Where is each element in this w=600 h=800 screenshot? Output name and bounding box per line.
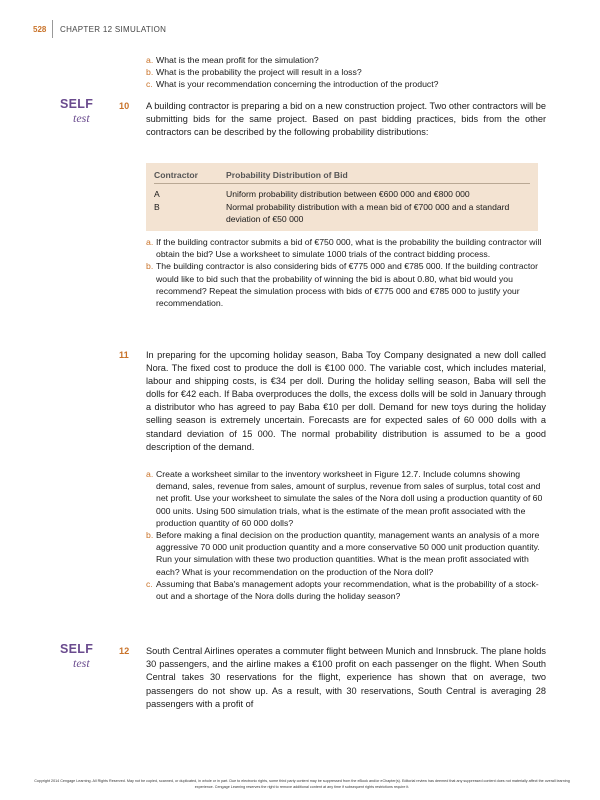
table-header-rule <box>154 183 530 184</box>
self-test-label-10 <box>60 98 120 125</box>
sub-letter: a. <box>146 469 154 479</box>
table-cell-contractor: A <box>154 189 160 199</box>
question-11-subquestions <box>146 468 546 602</box>
test-label: test <box>73 656 90 670</box>
self-label: SELF <box>60 642 94 656</box>
sub-text: Assuming that Baba's management adopts your recommendation, what is the probability of a stock-out and a shortage of the Nora dolls during the holiday season? <box>156 578 539 602</box>
table-cell-contractor: B <box>154 202 160 212</box>
sub-letter: b. <box>146 530 154 541</box>
question-number-11: 11 <box>119 350 129 360</box>
question-11-text: In preparing for the upcoming holiday season, Baba Toy Company designated a new doll called Nora. The fixed cost to produce the doll is €100 000. The variable cost, which includes material, labour and shipping costs, is €34 per doll. During the holiday selling season, Baba will sell the dolls for €42 each. If Baba overproduces the dolls, the excess dolls will be sold in January through a distributor who has agreed to pay Baba €10 per doll. Demand for new toys during the holiday selling season is extremely uncertain. Forecasts are for expected sales of 60 000 dolls with a standard deviation of 15 000. The normal probability distribution is assumed to be a good description of the demand. <box>146 350 546 452</box>
sub-text: What is the probability the project will result in a loss? <box>156 67 362 78</box>
prev-subquestions <box>146 54 546 91</box>
header-divider <box>52 20 53 38</box>
bid-distribution-table <box>146 163 538 231</box>
self-test-label-12 <box>60 643 120 670</box>
question-10-text: A building contractor is preparing a bid on a new construction project. Two other contractors will be submitting bids for the same project. Based on past bidding practices, bids from the other contractors can be described by the following probability distributions: <box>146 101 546 137</box>
question-number-12: 12 <box>119 646 130 656</box>
subquestion-11a <box>146 468 546 529</box>
chapter-title: CHAPTER 12 SIMULATION <box>60 25 167 34</box>
subquestion-11b <box>146 529 546 578</box>
sub-text: What is the mean profit for the simulation? <box>156 55 319 65</box>
subquestion-10a <box>146 236 546 260</box>
table-header-contractor: Contractor <box>154 170 198 180</box>
sub-text: Before making a final decision on the production quantity, management wants an analysis of a more aggressive 70 000 unit production quantity and a more conservative 50 000 unit production quantity. Run your simulation with these two production quantities. What is the mean profit associated with each? What is your recommendation on the production of the Nora doll? <box>156 530 540 577</box>
subquestion-11c <box>146 578 546 602</box>
sub-letter: a. <box>146 237 154 247</box>
sub-text: If the building contractor submits a bid of €750 000, what is the probability the building contractor will obtain the bid? Use a worksheet to simulate 1000 trials of the contract bidding process. <box>156 237 542 260</box>
page-number: 528 <box>33 25 47 34</box>
subquestion-10b <box>146 260 546 309</box>
question-12-text: South Central Airlines operates a commuter flight between Munich and Innsbruck. The plane holds 30 passengers, and the airline makes a €100 profit on each passenger on the flight. When South Central takes 30 reservations for the flight, experience has shown that on average, two passengers do not show up. As a result, with 30 reservations, South Central is averaging 28 passengers with a profit of <box>146 646 546 709</box>
table-cell-distribution: Normal probability distribution with a mean bid of €700 000 and a standard deviation of €50 000 <box>226 202 510 224</box>
sub-letter: b. <box>146 67 154 78</box>
question-10-subquestions <box>146 236 546 309</box>
question-number-10: 10 <box>119 101 130 111</box>
self-label: SELF <box>60 97 94 111</box>
test-label: test <box>73 111 90 125</box>
prev-subquestion-a <box>146 54 546 66</box>
sub-letter: a. <box>146 55 154 65</box>
sub-text: What is your recommendation concerning the introduction of the product? <box>156 79 439 90</box>
table-cell-distribution: Uniform probability distribution between €600 000 and €800 000 <box>226 189 470 199</box>
sub-text: Create a worksheet similar to the inventory worksheet in Figure 12.7. Include columns showing demand, sales, revenue from sales, amount of surplus, revenue from sales of surplus, total cost and net profit. Use your worksheet to simulate the sales of the Nora doll using a production quantity of 60 000 units. Using 500 simulation trials, what is the estimate of the mean profit associated with the production quantity of 60 000 dolls? <box>156 469 543 528</box>
prev-subquestion-b <box>146 66 546 78</box>
sub-text: The building contractor is also considering bids of €775 000 and €785 000. If the building contractor would like to bid such that the probability of winning the bid is about 0.80, what bid would you recommend? Repeat the simulation process with bids of €775 000 and €785 000 to justify your recommendation. <box>156 261 539 309</box>
sub-letter: b. <box>146 261 154 272</box>
page-header <box>0 0 600 36</box>
copyright-footer: Copyright 2014 Cengage Learning. All Rights Reserved. May not be copied, scanned, or duplicated, in whole or in part. Due to electronic rights, some third party content may be suppressed from the eBook and/or eChapter(s). Editorial review has deemed that any suppressed content does not materially affect the overall learning experience. Cengage Learning reserves the right to remove additional content at any time if subsequent rights restrictions require it. <box>34 779 570 789</box>
sub-letter: c. <box>146 79 153 90</box>
sub-letter: c. <box>146 578 153 589</box>
prev-subquestion-c <box>146 78 546 90</box>
table-header-distribution: Probability Distribution of Bid <box>226 170 348 180</box>
